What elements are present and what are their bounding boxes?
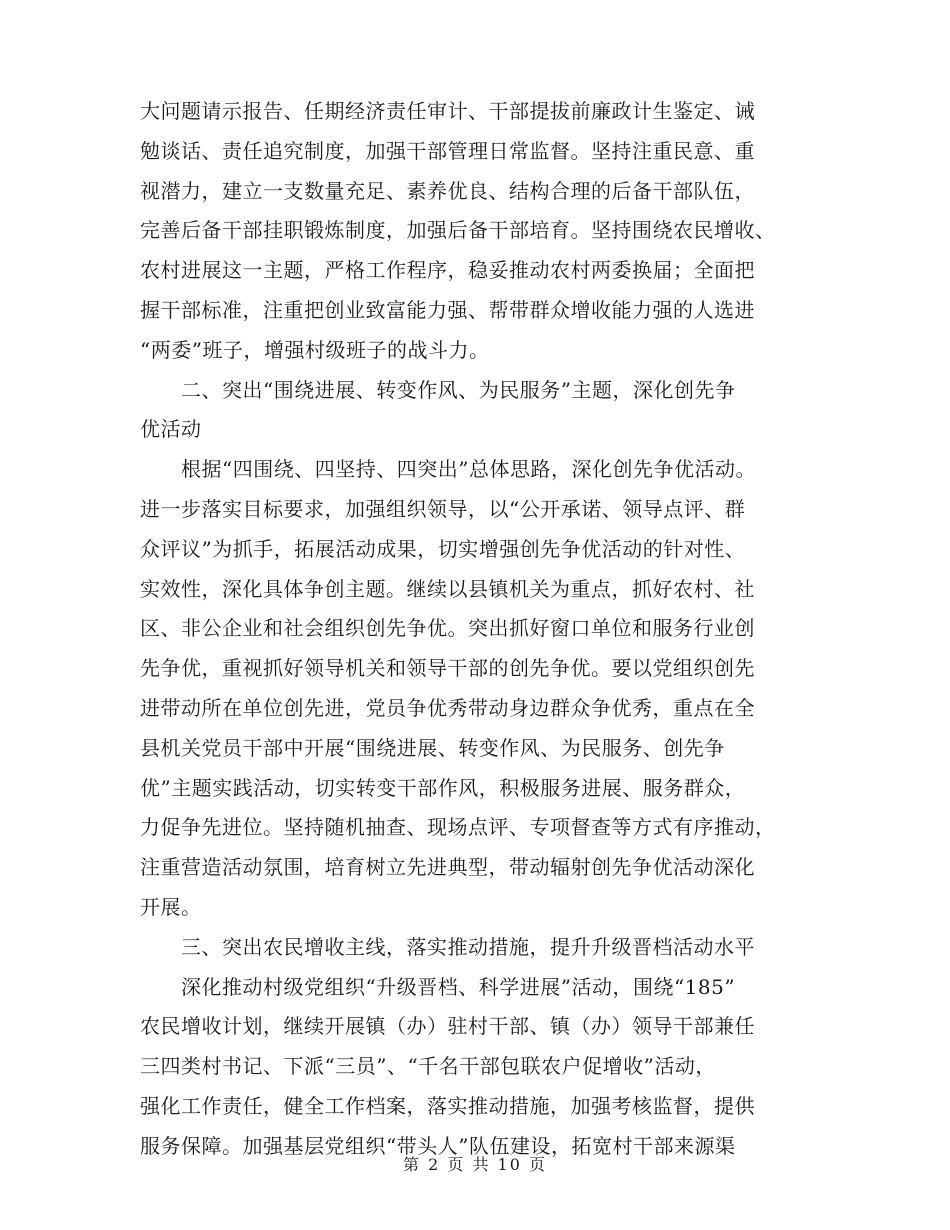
- text-line: 农民增收计划，继续开展镇（办）驻村干部、镇（办）领导干部兼任: [140, 1014, 755, 1039]
- text-line: 视潜力，建立一支数量充足、素养优良、结构合理的后备干部队伍，: [140, 178, 755, 203]
- text-line: 进带动所在单位创先进，党员争优秀带动身边群众争优秀，重点在全: [140, 695, 755, 720]
- text-line: 优”主题实践活动，切实转变干部作风，积极服务进展、服务群众，: [140, 775, 746, 800]
- text-line: 实效性，深化具体争创主题。继续以县镇机关为重点，抓好农村、社: [140, 576, 755, 601]
- text-line: 服务保障。加强基层党组织“带头人”队伍建设，拓宽村干部来源渠: [140, 1133, 736, 1158]
- text-line: 深化推动村级党组织“升级晋档、科学进展”活动，围绕“185”: [140, 974, 736, 999]
- text-line: 开展。: [140, 894, 202, 919]
- section-heading-line: 优活动: [140, 417, 202, 442]
- document-body: [140, 92, 810, 1167]
- text-line: 农村进展这一主题，严格工作程序，稳妥推动农村两委换届；全面把: [140, 258, 755, 283]
- text-line: 握干部标准，注重把创业致富能力强、帮带群众增收能力强的人选进: [140, 297, 755, 322]
- text-line: 县机关党员干部中开展“围绕进展、转变作风、为民服务、创先争: [140, 735, 725, 760]
- text-line: 进一步落实目标要求，加强组织领导，以“公开承诺、领导点评、群: [140, 496, 746, 521]
- page-number-footer: 第 2 页 共 10 页: [403, 1155, 547, 1174]
- text-line: 力促争先进位。坚持随机抽查、现场点评、专项督查等方式有序推动，: [140, 815, 776, 840]
- text-line: 强化工作责任，健全工作档案，落实推动措施，加强考核监督，提供: [140, 1093, 755, 1118]
- section-heading-line: 三、突出农民增收主线，落实推动措施，提升升级晋档活动水平: [140, 934, 755, 959]
- text-line: 注重营造活动氛围，培育树立先进典型，带动辐射创先争优活动深化: [140, 855, 755, 880]
- text-line: 先争优，重视抓好领导机关和领导干部的创先争优。要以党组织创先: [140, 656, 755, 681]
- section-heading-line: 二、突出“围绕进展、转变作风、为民服务”主题，深化创先争: [140, 377, 736, 402]
- text-line: 根据“四围绕、四坚持、四突出”总体思路，深化创先争优活动。: [140, 457, 756, 482]
- text-line: 勉谈话、责任追究制度，加强干部管理日常监督。坚持注重民意、重: [140, 138, 755, 163]
- text-line: 完善后备干部挂职锻炼制度，加强后备干部培育。坚持围绕农民增收、: [140, 218, 776, 243]
- text-line: 三四类村书记、下派“三员”、“千名干部包联农户促增收”活动，: [140, 1054, 716, 1079]
- text-line: 大问题请示报告、任期经济责任审计、干部提拔前廉政计生鉴定、诫: [140, 99, 755, 123]
- text-line: 区、非公企业和社会组织创先争优。突出抓好窗口单位和服务行业创: [140, 616, 755, 641]
- text-line: “两委”班子，增强村级班子的战斗力。: [140, 337, 490, 362]
- text-line: 众评议”为抓手，拓展活动成果，切实增强创先争优活动的针对性、: [140, 536, 746, 561]
